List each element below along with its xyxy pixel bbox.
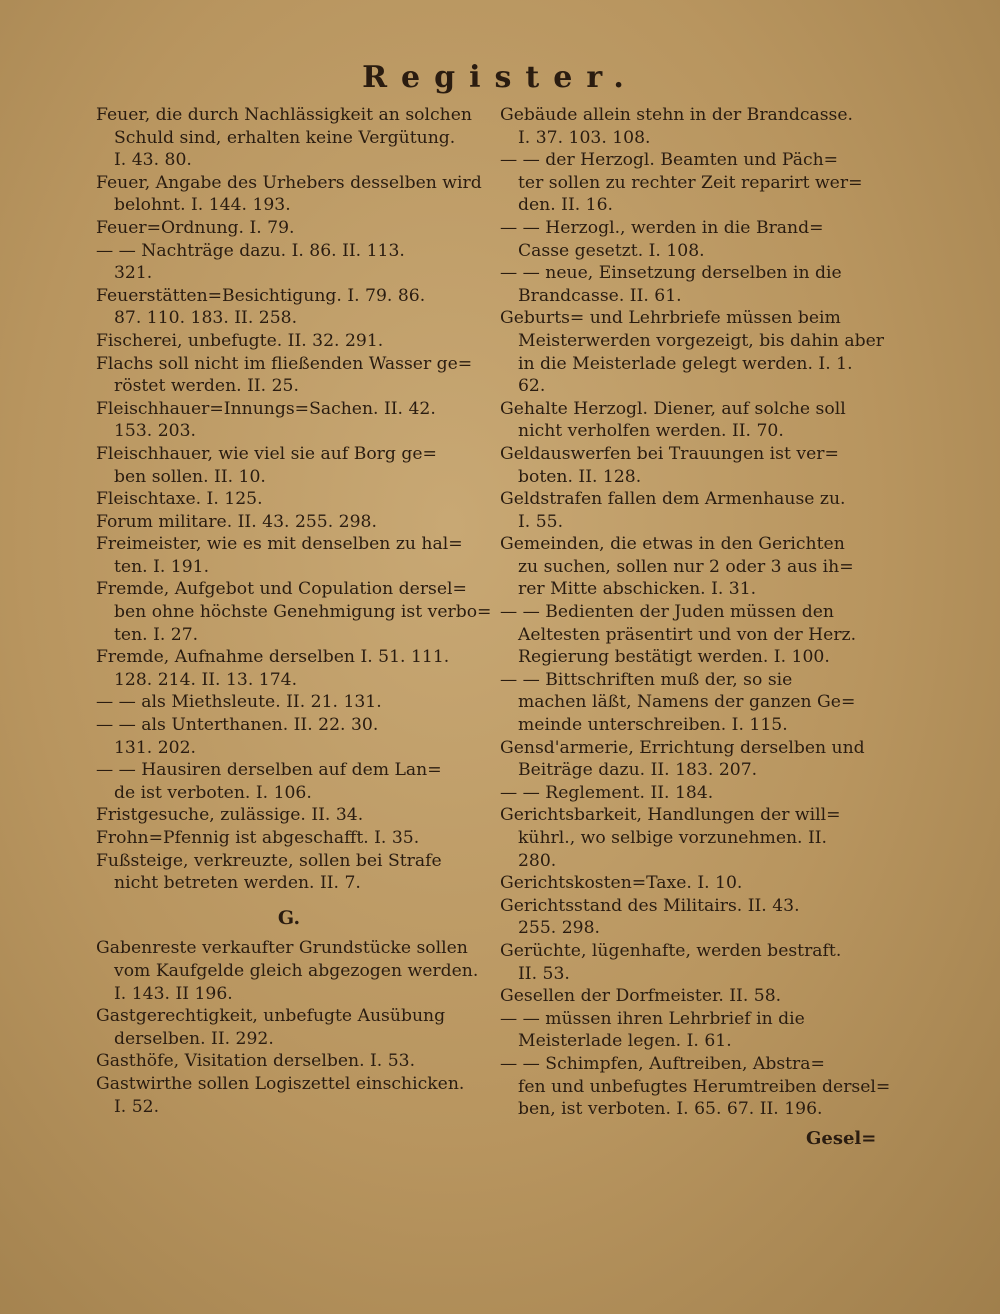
entry-line: — — müssen ihren Lehrbrief in die bbox=[500, 1008, 805, 1029]
index-entry bbox=[96, 330, 482, 353]
entry-line: Gensd'armerie, Errichtung derselben und bbox=[500, 737, 865, 758]
entry-line: — — als Miethsleute. II. 21. 131. bbox=[96, 692, 382, 713]
index-entry bbox=[96, 850, 482, 895]
index-entry bbox=[96, 104, 482, 172]
entry-line: — — neue, Einsetzung derselben in die bbox=[500, 263, 842, 284]
entry-line: nicht betreten werden. II. 7. bbox=[114, 873, 361, 894]
index-entry bbox=[500, 1053, 891, 1121]
entry-line: Schuld sind, erhalten keine Vergütung. bbox=[114, 127, 456, 148]
index-entry bbox=[96, 511, 482, 534]
entry-line: Gasthöfe, Visitation derselben. I. 53. bbox=[96, 1051, 416, 1072]
entry-line: belohnt. I. 144. 193. bbox=[114, 195, 291, 216]
entry-line: Fremde, Aufnahme derselben I. 51. 111. bbox=[96, 647, 450, 668]
index-entry bbox=[500, 985, 878, 1008]
entry-line: derselben. II. 292. bbox=[114, 1028, 274, 1049]
entry-line: I. 43. 80. bbox=[114, 150, 192, 171]
entry-line: 128. 214. II. 13. 174. bbox=[114, 669, 298, 690]
entry-line: Aeltesten präsentirt und von der Herz. bbox=[518, 624, 857, 645]
entry-line: — — Schimpfen, Auftreiben, Abstra= bbox=[500, 1053, 825, 1074]
index-entry bbox=[500, 533, 878, 601]
entry-line: zu suchen, sollen nur 2 oder 3 aus ih= bbox=[518, 556, 854, 577]
index-entry bbox=[96, 578, 492, 646]
entry-line: I. 143. II 196. bbox=[114, 983, 233, 1004]
index-entry bbox=[500, 307, 884, 397]
entry-line: 321. bbox=[114, 263, 153, 284]
entry-line: Gerichtsbarkeit, Handlungen der will= bbox=[500, 805, 841, 826]
index-entry bbox=[96, 759, 482, 804]
entry-line: de ist verboten. I. 106. bbox=[114, 782, 312, 803]
entry-line: Beiträge dazu. II. 183. 207. bbox=[518, 760, 758, 781]
entry-line: Feuer, die durch Nachlässigkeit an solchen bbox=[96, 105, 472, 125]
entry-line: Fleischhauer, wie viel sie auf Borg ge= bbox=[96, 443, 437, 464]
entry-line: — — der Herzogl. Beamten und Päch= bbox=[500, 150, 839, 171]
entry-line: rer Mitte abschicken. I. 31. bbox=[518, 579, 757, 600]
entry-line: Freimeister, wie es mit denselben zu hal= bbox=[96, 534, 463, 555]
index-entry bbox=[500, 804, 878, 872]
entry-line: 153. 203. bbox=[114, 421, 197, 442]
entry-line: Fremde, Aufgebot und Copulation dersel= bbox=[96, 579, 467, 600]
entry-line: Feuer=Ordnung. I. 79. bbox=[96, 217, 295, 238]
index-entry bbox=[500, 104, 878, 149]
index-entry bbox=[96, 691, 482, 714]
entry-line: Gerichtskosten=Taxe. I. 10. bbox=[500, 873, 743, 894]
entry-line: I. 37. 103. 108. bbox=[518, 127, 651, 148]
entry-line: ben, ist verboten. I. 65. 67. II. 196. bbox=[518, 1099, 823, 1120]
entry-line: Gesellen der Dorfmeister. II. 58. bbox=[500, 986, 782, 1007]
entry-line: Gerichtsstand des Militairs. II. 43. bbox=[500, 895, 800, 916]
entry-line: Gastgerechtigkeit, unbefugte Ausübung bbox=[96, 1006, 446, 1027]
right-column bbox=[500, 104, 891, 1121]
index-entry bbox=[96, 937, 482, 1005]
index-entry bbox=[500, 669, 878, 737]
entry-line: Gehalte Herzogl. Diener, auf solche soll bbox=[500, 398, 846, 419]
entry-line: 255. 298. bbox=[518, 918, 601, 939]
entry-line: ben sollen. II. 10. bbox=[114, 466, 266, 487]
index-entry bbox=[96, 804, 482, 827]
entry-line: Forum militare. II. 43. 255. 298. bbox=[96, 511, 377, 532]
entry-line: Gabenreste verkaufter Grundstücke sollen bbox=[96, 938, 468, 959]
index-entry bbox=[500, 1008, 878, 1053]
entry-line: in die Meisterlade gelegt werden. I. 1. bbox=[518, 353, 853, 374]
entry-line: ten. I. 191. bbox=[114, 556, 210, 577]
index-entry bbox=[96, 353, 482, 398]
entry-line: Flachs soll nicht im fließenden Wasser ge= bbox=[96, 353, 473, 374]
entry-line: Fußsteige, verkreuzte, sollen bei Strafe bbox=[96, 850, 442, 871]
entry-line: — — Bedienten der Juden müssen den bbox=[500, 602, 834, 623]
left-column bbox=[96, 104, 492, 1118]
index-entry bbox=[96, 533, 482, 578]
entry-line: Gastwirthe sollen Logiszettel einschicken. bbox=[96, 1073, 465, 1094]
index-entry bbox=[96, 172, 482, 217]
index-entry bbox=[500, 872, 878, 895]
index-entry bbox=[96, 646, 482, 691]
index-entry bbox=[96, 827, 482, 850]
page-header: Register. bbox=[362, 60, 638, 95]
entry-line: Fleischhauer=Innungs=Sachen. II. 42. bbox=[96, 398, 436, 419]
index-entry bbox=[500, 895, 878, 940]
index-entry bbox=[96, 398, 482, 443]
entry-line: Gemeinden, die etwas in den Gerichten bbox=[500, 534, 845, 555]
entry-line: den. II. 16. bbox=[518, 195, 614, 216]
section-letter: G. bbox=[277, 906, 301, 929]
entry-line: nicht verholfen werden. II. 70. bbox=[518, 421, 784, 442]
entry-line: Fischerei, unbefugte. II. 32. 291. bbox=[96, 330, 384, 351]
entry-line: Geldstrafen fallen dem Armenhause zu. bbox=[500, 489, 846, 510]
entry-line: I. 55. bbox=[518, 511, 564, 532]
entry-line: 131. 202. bbox=[114, 737, 197, 758]
index-entry bbox=[500, 601, 878, 669]
index-entry bbox=[96, 1005, 482, 1050]
entry-line: I. 52. bbox=[114, 1096, 160, 1117]
entry-line: Casse gesetzt. I. 108. bbox=[518, 240, 705, 261]
entry-line: — — Bittschriften muß der, so sie bbox=[500, 669, 793, 690]
entry-line: 87. 110. 183. II. 258. bbox=[114, 308, 298, 329]
index-entry bbox=[500, 217, 878, 262]
entry-line: Frohn=Pfennig ist abgeschafft. I. 35. bbox=[96, 828, 420, 848]
entry-line: 280. bbox=[518, 850, 557, 871]
entry-line: ter sollen zu rechter Zeit reparirt wer= bbox=[518, 172, 863, 193]
index-entry bbox=[96, 285, 482, 330]
index-entry bbox=[500, 782, 878, 805]
entry-line: Geburts= und Lehrbriefe müssen beim bbox=[500, 308, 841, 329]
entry-line: meinde unterschreiben. I. 115. bbox=[518, 715, 788, 736]
entry-line: vom Kaufgelde gleich abgezogen werden. bbox=[114, 960, 479, 981]
entry-line: Geldauswerfen bei Trauungen ist ver= bbox=[500, 443, 839, 464]
index-entry bbox=[96, 488, 482, 511]
index-entry bbox=[500, 262, 878, 307]
index-entry bbox=[96, 217, 482, 240]
entry-line: kührl., wo selbige vorzunehmen. II. bbox=[518, 828, 828, 848]
entry-line: Meisterlade legen. I. 61. bbox=[518, 1031, 732, 1052]
entry-line: machen läßt, Namens der ganzen Ge= bbox=[518, 692, 856, 713]
entry-line: Fristgesuche, zulässige. II. 34. bbox=[96, 805, 364, 826]
index-entry bbox=[500, 737, 878, 782]
entry-line: Meisterwerden vorgezeigt, bis dahin aber bbox=[518, 330, 884, 351]
index-entry bbox=[500, 149, 878, 217]
entry-line: — — Hausiren derselben auf dem Lan= bbox=[96, 760, 442, 781]
entry-line: Brandcasse. II. 61. bbox=[518, 285, 682, 306]
index-entry bbox=[96, 1073, 482, 1118]
entry-line: röstet werden. II. 25. bbox=[114, 376, 299, 397]
entry-line: — — Nachträge dazu. I. 86. II. 113. bbox=[96, 240, 405, 261]
entry-line: Gerüchte, lügenhafte, werden bestraft. bbox=[500, 940, 842, 961]
index-entry bbox=[96, 240, 482, 285]
entry-line: — — Herzogl., werden in die Brand= bbox=[500, 217, 824, 238]
entry-line: fen und unbefugtes Herumtreiben dersel= bbox=[518, 1076, 891, 1097]
index-entry bbox=[500, 488, 878, 533]
index-entry bbox=[96, 1050, 482, 1073]
index-entry bbox=[96, 714, 482, 759]
entry-line: Regierung bestätigt werden. I. 100. bbox=[518, 647, 830, 668]
index-entry bbox=[96, 443, 482, 488]
entry-line: — — Reglement. II. 184. bbox=[500, 782, 714, 803]
catchword: Gesel= bbox=[806, 1128, 877, 1149]
entry-line: Feuerstätten=Besichtigung. I. 79. 86. bbox=[96, 285, 426, 306]
entry-line: boten. II. 128. bbox=[518, 466, 642, 487]
entry-line: Feuer, Angabe des Urhebers desselben wird bbox=[96, 172, 482, 193]
index-entry bbox=[500, 940, 878, 985]
index-entry bbox=[500, 443, 878, 488]
entry-line: — — als Unterthanen. II. 22. 30. bbox=[96, 715, 379, 736]
entry-line: Gebäude allein stehn in der Brandcasse. bbox=[500, 105, 853, 125]
entry-line: ben ohne höchste Genehmigung ist verbo= bbox=[114, 602, 492, 623]
entry-line: 62. bbox=[518, 376, 546, 397]
entry-line: Fleischtaxe. I. 125. bbox=[96, 489, 263, 510]
entry-line: II. 53. bbox=[518, 963, 570, 984]
entry-line: ten. I. 27. bbox=[114, 624, 199, 645]
index-entry bbox=[500, 398, 878, 443]
